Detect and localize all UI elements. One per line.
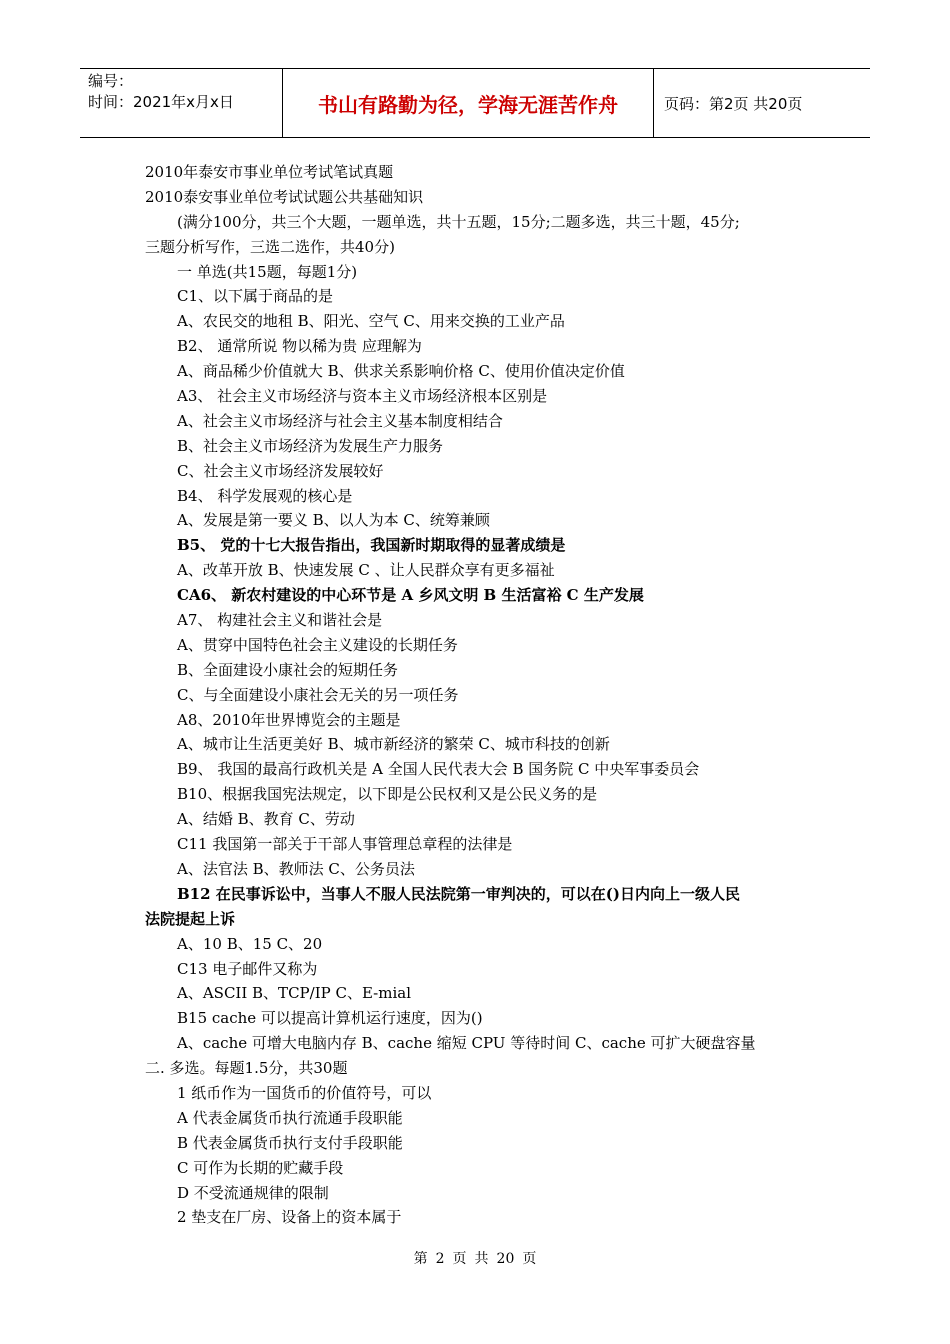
question: 2 垫支在厂房、设备上的资本属于: [177, 1208, 402, 1227]
answer-options: A、商品稀少价值就大 B、供求关系影响价格 C、使用价值决定价值: [177, 362, 625, 381]
footer-gong: 共: [474, 1251, 489, 1267]
question: A7、 构建社会主义和谐社会是: [177, 611, 383, 630]
answer-option: D 不受流通规律的限制: [177, 1183, 329, 1202]
answer-option: C、与全面建设小康社会无关的另一项任务: [177, 685, 459, 704]
date-label: 时间：2021年x月x日: [88, 93, 234, 111]
question: A3、 社会主义市场经济与资本主义市场经济根本区别是: [177, 387, 548, 406]
section-heading: 二. 多选。每题1.5分，共30题: [145, 1059, 348, 1078]
answer-options: A、ASCII B、TCP/IP C、E-mial: [177, 984, 412, 1003]
header-info: [80, 69, 282, 137]
section-heading: 一 单选(共15题，每题1分): [177, 262, 358, 281]
question: CA6、 新农村建设的中心环节是 A 乡风文明 B 生活富裕 C 生产发展: [177, 586, 644, 605]
answer-options: A、发展是第一要义 B、以人为本 C、统筹兼顾: [177, 511, 490, 530]
answer-options: A、农民交的地租 B、阳光、空气 C、用来交换的工业产品: [177, 312, 565, 331]
footer-page-number: 2: [435, 1251, 445, 1267]
question-continued: 法院提起上诉: [145, 909, 236, 928]
answer-options: A、cache 可增大电脑内存 B、cache 缩短 CPU 等待时间 C、cache 可扩大硬盘容量: [177, 1034, 756, 1053]
answer-options: A、改革开放 B、快速发展 C 、让人民群众享有更多福祉: [177, 561, 555, 580]
answer-option: B、社会主义市场经济为发展生产力服务: [177, 436, 444, 455]
footer-di: 第: [413, 1251, 428, 1267]
question: B10、根据我国宪法规定，以下即是公民权利又是公民义务的是: [177, 785, 598, 804]
answer-options: A、城市让生活更美好 B、城市新经济的繁荣 C、城市科技的创新: [177, 735, 610, 754]
question: B15 cache 可以提高计算机运行速度，因为(): [177, 1009, 483, 1028]
answer-option: C、社会主义市场经济发展较好: [177, 461, 384, 480]
footer-ye: 页: [452, 1251, 467, 1267]
header-table: [80, 68, 870, 138]
answer-option: B、全面建设小康社会的短期任务: [177, 660, 399, 679]
answer-options: A、结婚 B、教育 C、劳动: [177, 810, 355, 829]
question: B4、 科学发展观的核心是: [177, 486, 353, 505]
answer-option: A 代表金属货币执行流通手段职能: [177, 1108, 403, 1127]
text-line: (满分100分，共三个大题，一题单选，共十五题，15分;二题多选，共三十题，45分;: [177, 212, 740, 231]
motto: 书山有路勤为径，学海无涯苦作舟: [282, 69, 654, 137]
answer-options: A、10 B、15 C、20: [177, 934, 323, 953]
answer-options: A、法官法 B、教师法 C、公务员法: [177, 859, 415, 878]
answer-option: A、贯穿中国特色社会主义建设的长期任务: [177, 635, 458, 654]
page-footer: [0, 1248, 950, 1268]
question: B5、 党的十七大报告指出，我国新时期取得的显著成绩是: [177, 536, 566, 555]
question: C13 电子邮件又称为: [177, 959, 318, 978]
page-code: 页码：第2页 共20页: [664, 94, 803, 113]
text-line: 三题分析写作，三选二选作，共40分): [145, 237, 395, 256]
answer-option: B 代表金属货币执行支付手段职能: [177, 1133, 403, 1152]
footer-total-pages: 20: [496, 1251, 515, 1267]
doc-subtitle: 2010泰安事业单位考试试题公共基础知识: [145, 187, 424, 206]
question: C1、以下属于商品的是: [177, 287, 334, 306]
question: B12 在民事诉讼中，当事人不服人民法院第一审判决的，可以在()日内向上一级人民: [177, 884, 740, 903]
doc-title: 2010年泰安市事业单位考试笔试真题: [145, 163, 394, 181]
answer-option: C 可作为长期的贮藏手段: [177, 1158, 344, 1177]
document-body: [145, 160, 813, 1230]
serial-label: 编号：: [88, 72, 134, 90]
answer-option: A、社会主义市场经济与社会主义基本制度相结合: [177, 411, 503, 430]
question: 1 纸币作为一国货币的价值符号，可以: [177, 1083, 432, 1102]
question: C11 我国第一部关于干部人事管理总章程的法律是: [177, 835, 513, 854]
footer-ye: 页: [522, 1251, 537, 1267]
question: B9、 我国的最高行政机关是 A 全国人民代表大会 B 国务院 C 中央军事委员会: [177, 760, 700, 779]
question: B2、 通常所说 物以稀为贵 应理解为: [177, 337, 422, 356]
question: A8、2010年世界博览会的主题是: [177, 710, 401, 729]
